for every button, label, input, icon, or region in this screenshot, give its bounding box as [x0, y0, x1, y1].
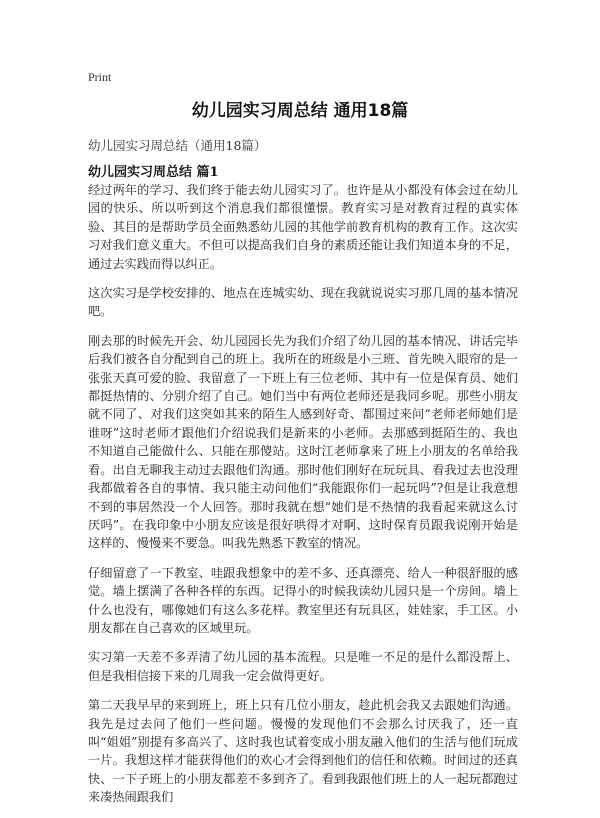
- section-heading: 幼儿园实习周总结 篇1: [88, 165, 219, 180]
- paragraph: 仔细留意了一下教室、哇跟我想象中的差不多、还真漂亮、给人一种很舒服的感觉。墙上摆满了各种各样的东西。记得小的时候我读幼儿园只是一个房间。墙上什么也没有，哪像她们有这么多花样。教室里还有玩具区，娃娃家，手工区。小朋友都在自己喜欢的区域里玩。: [88, 565, 518, 635]
- paragraph: 这次实习是学校安排的、地点在连城实幼、现在我就说说实习那几周的基本情况吧。: [88, 286, 518, 319]
- paragraph: 经过两年的学习、我们终于能去幼儿园实习了。也许是从小都没有体会过在幼儿园的快乐、所以听到这个消息我们都很懂憬。教育实习是对教育过程的真实体验、其目的是帮助学员全面熟悉幼儿园的其他学前教育机构的教育工作。这次实习对我们意义重大。不但可以提高我们自身的素质还能让我们知道本身的不足，通过去实践而得以纠正。: [88, 183, 518, 271]
- document-body: [88, 181, 518, 818]
- document-title: 幼儿园实习周总结 通用18篇: [191, 101, 409, 121]
- print-link[interactable]: Print: [88, 70, 112, 84]
- paragraph: 第二天我早早的来到班上，班上只有几位小朋友，趁此机会我又去跟她们沟通。我先是过去问了他们一些问题。慢慢的发现他们不会那么讨厌我了，还一直叫“姐姐”别提有多高兴了、这时我也试着变成小朋友融入他们的生活与他们玩成一片。我想这样才能获得他们的欢心才会得到他们的信任和依赖。时间过的还真快、一下子班上的小朋友都差不多到齐了。看到我跟他们班上的人一起玩都跑过来凑热闹跟我们: [88, 698, 518, 805]
- paragraph: 实习第一天差不多弄清了幼儿园的基本流程。只是唯一不足的是什么都没帮上、但是我相信接下来的几周我一定会做得更好。: [88, 650, 518, 683]
- document-subtitle: 幼儿园实习周总结（通用18篇）: [88, 138, 267, 153]
- paragraph: 刚去那的时候先开会、幼儿园园长先为我们介绍了幼儿园的基本情况、讲话完毕后我们被各自分配到自己的班上。我所在的班级是小三班、首先映入眼帘的是一张张天真可爱的脸、我留意了一下班上有三位老师、其中有一位是保育员、她们都挺热情的、分别介绍了自己。她们当中有两位老师还是我同乡呢。那些小朋友就不同了、对我们这突如其来的陌生人感到好奇、都围过来问“老师老师她们是谁呀”这时老师才跟他们介绍说我们是新来的小老师。去那感到挺陌生的、我也不知道自己能做什么、只能在那傻站。这时江老师拿来了班上小朋友的名单给我看。出自无聊我主动过去跟他们沟通。那时他们刚好在玩玩具、看我过去也没理我都做着各自的事情、我只能主动问他们“我能跟你们一起玩吗”?但是让我意想不到的事居然没一个人回答。那时我就在想“她们是不热情的我看起来就这么讨厌吗”。在我印象中小朋友应该是很好哄得才对啊、这时保育员跟我说刚开始是这样的、慢慢来不要急。叫我先熟悉下教室的情况。: [88, 333, 518, 551]
